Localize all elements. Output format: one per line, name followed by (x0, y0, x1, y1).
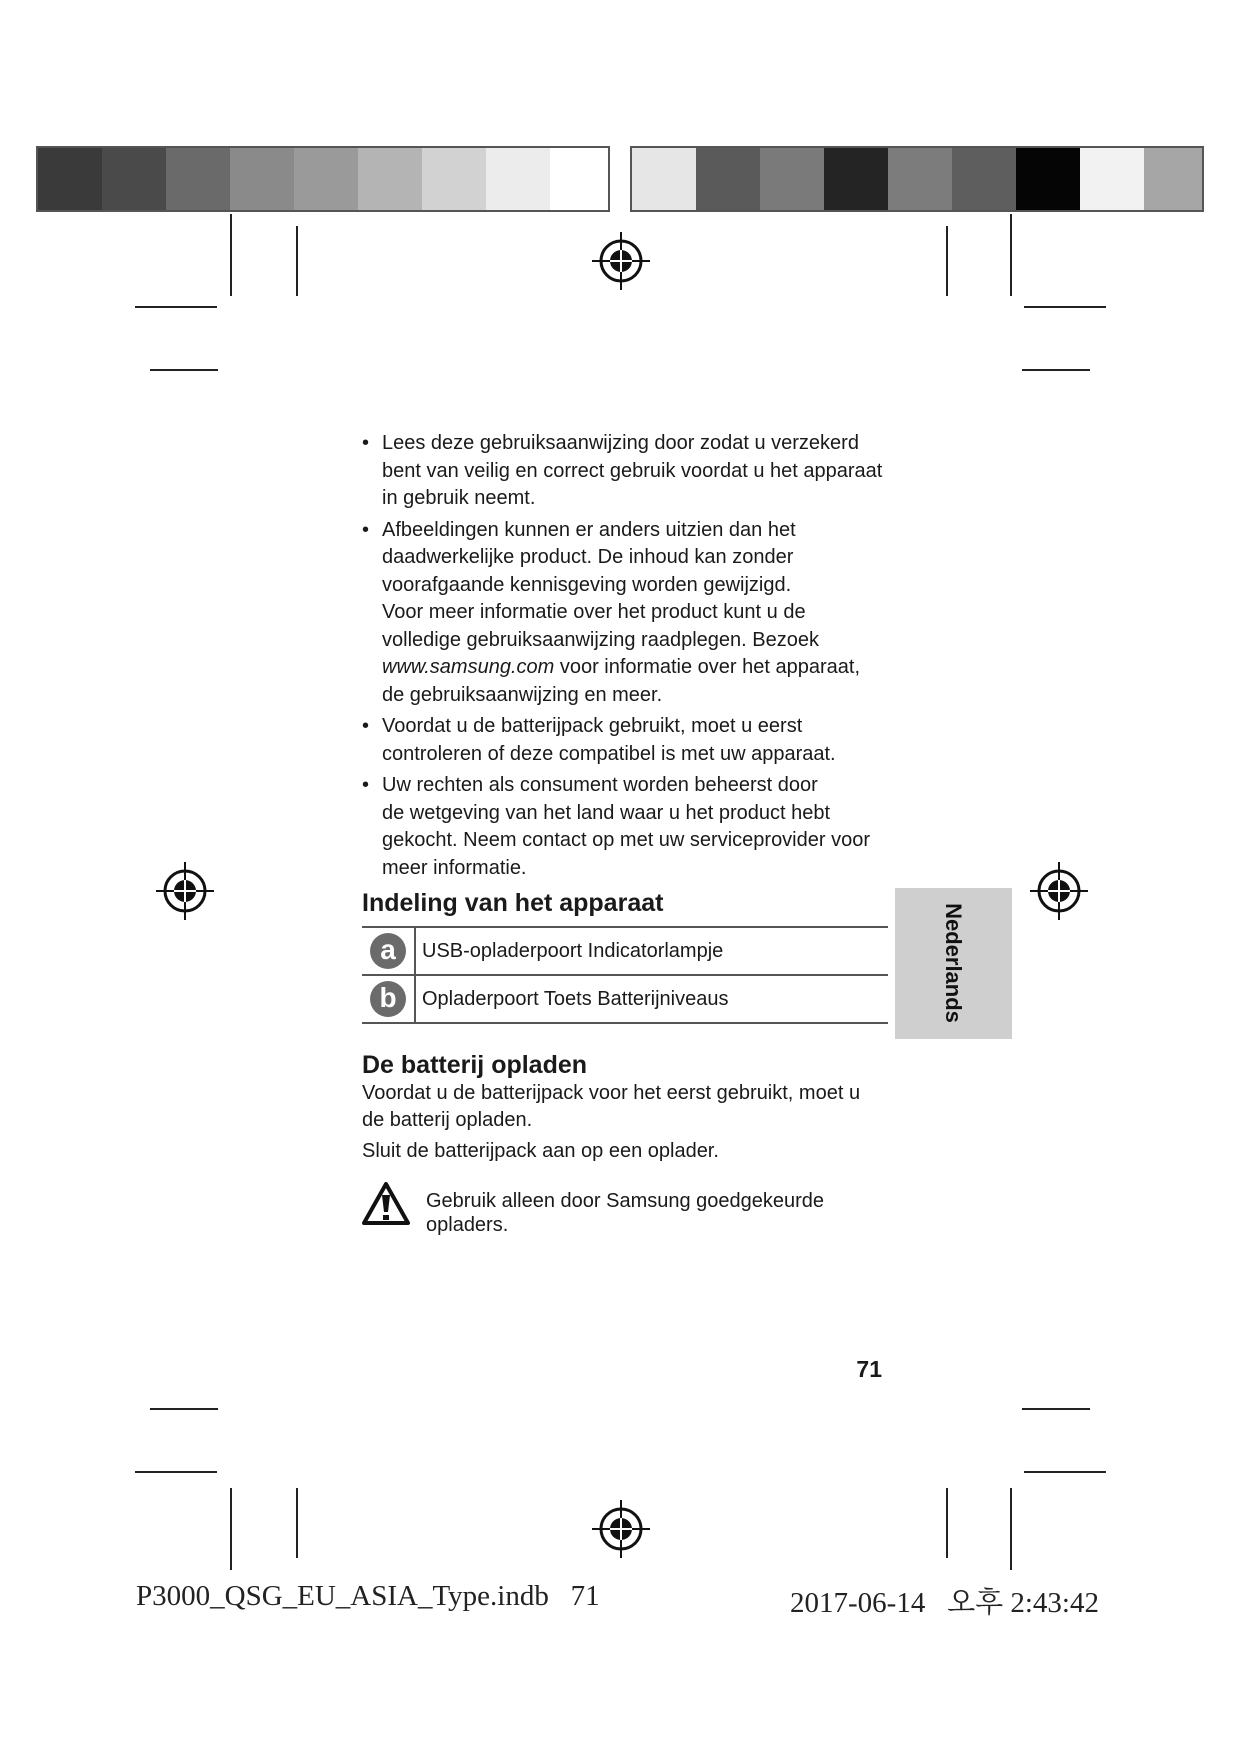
caution-note (362, 1181, 887, 1237)
color-swatch (358, 148, 422, 210)
color-swatch (294, 148, 358, 210)
text-line: opladers. (426, 1214, 509, 1236)
crop-mark (1024, 1471, 1106, 1473)
registration-mark-icon (590, 230, 652, 292)
intro-bullet-list (362, 430, 887, 882)
connect-paragraph: Sluit de batterijpack aan op een oplader. (362, 1140, 719, 1162)
color-swatch (38, 148, 102, 210)
page-content (362, 430, 887, 1237)
crop-mark (1022, 369, 1090, 371)
color-swatch (230, 148, 294, 210)
table-cell (362, 927, 415, 975)
text-line: in gebruik neemt. (382, 487, 536, 509)
color-swatch (824, 148, 888, 210)
color-swatch (1080, 148, 1144, 210)
text-line: • Uw rechten als consument worden beheerst door (382, 774, 818, 796)
color-swatch (1144, 148, 1202, 210)
crop-mark (296, 1488, 298, 1558)
caution-text (426, 1189, 824, 1237)
color-swatch (888, 148, 952, 210)
crop-mark (1010, 214, 1012, 296)
text-line: de wetgeving van het land waar u het product hebt (382, 801, 831, 824)
table-row (362, 975, 888, 1023)
text-line: de gebruiksaanwijzing en meer. (382, 683, 663, 706)
crop-mark (1024, 306, 1106, 308)
crop-mark (230, 214, 232, 296)
text-line: voorafgaande kennisgeving worden gewijzigd. (382, 573, 792, 596)
registration-mark-icon (590, 1498, 652, 1560)
language-tab-label: Nederlands (941, 903, 966, 1023)
warning-icon (362, 1181, 410, 1227)
crop-mark (946, 1488, 948, 1558)
bullet-item (362, 430, 887, 513)
color-swatch (550, 148, 608, 210)
print-slug-date: 2017-06-14 오후 2:43:42 (790, 1587, 1099, 1619)
text-line: de batterij opladen. (362, 1109, 533, 1131)
crop-mark (230, 1488, 232, 1570)
crop-mark (135, 306, 217, 308)
bullet-item (362, 517, 887, 710)
text-line: • Afbeeldingen kunnen er anders uitzien dan het (382, 518, 796, 541)
table-cell (415, 927, 888, 975)
text-line (382, 654, 887, 682)
text-line: Voor meer informatie over het product kunt u de (382, 601, 806, 623)
color-swatch (696, 148, 760, 210)
table-row (362, 927, 888, 975)
text-line: Voordat u de batterijpack voor het eerst gebruikt, moet u (362, 1082, 861, 1104)
samsung-website-link[interactable]: www.samsung.com (382, 656, 555, 678)
crop-mark (296, 226, 298, 296)
color-swatch (486, 148, 550, 210)
device-layout-heading: Indeling van het apparaat (362, 889, 664, 917)
bullet-item (362, 772, 887, 882)
crop-mark (150, 369, 218, 371)
color-swatch (102, 148, 166, 210)
device-layout-table (362, 926, 888, 1024)
crop-mark (150, 1408, 218, 1410)
color-swatch (760, 148, 824, 210)
color-swatch (952, 148, 1016, 210)
text-line: • Lees deze gebruiksaanwijzing door zodat u verzekerd (382, 432, 859, 454)
crop-mark (1022, 1408, 1090, 1410)
text-fragment: voor informatie over het apparaat, (554, 656, 861, 678)
color-bar-right (630, 146, 1204, 212)
row-label: Opladerpoort Toets Batterijniveaus (422, 987, 729, 1010)
print-slug-file: P3000_QSG_EU_ASIA_Type.indb 71 (136, 1580, 600, 1612)
crop-mark (1010, 1488, 1012, 1570)
row-label: USB-opladerpoort Indicatorlampje (422, 939, 724, 962)
text-line: bent van veilig en correct gebruik voordat u het apparaat (382, 459, 883, 482)
text-line: meer informatie. (382, 856, 527, 879)
registration-mark-icon (154, 860, 216, 922)
text-line: daadwerkelijke product. De inhoud kan zonder (382, 546, 794, 568)
charging-heading: De batterij opladen (362, 1051, 588, 1079)
color-swatch (1016, 148, 1080, 210)
table-cell (415, 975, 888, 1023)
text-line: controleren of deze compatibel is met uw apparaat. (382, 742, 836, 765)
charging-paragraph (362, 1080, 887, 1134)
text-line: Gebruik alleen door Samsung goedgekeurde (426, 1190, 825, 1212)
text-line: volledige gebruiksaanwijzing raadplegen. Bezoek (382, 628, 819, 651)
color-bar-left (36, 146, 610, 212)
text-line: gekocht. Neem contact op met uw serviceprovider voor (382, 829, 870, 851)
page-number: 71 (856, 1356, 882, 1382)
badge-a-icon: a (370, 933, 406, 969)
table-cell (362, 975, 415, 1023)
color-swatch (166, 148, 230, 210)
color-swatch (632, 148, 696, 210)
color-swatch (422, 148, 486, 210)
bullet-item (362, 713, 887, 768)
badge-b-icon: b (370, 981, 406, 1017)
registration-mark-icon (1028, 860, 1090, 922)
language-tab (895, 888, 1012, 1039)
text-line: • Voordat u de batterijpack gebruikt, moet u eerst (382, 715, 803, 737)
crop-mark (946, 226, 948, 296)
crop-mark (135, 1471, 217, 1473)
